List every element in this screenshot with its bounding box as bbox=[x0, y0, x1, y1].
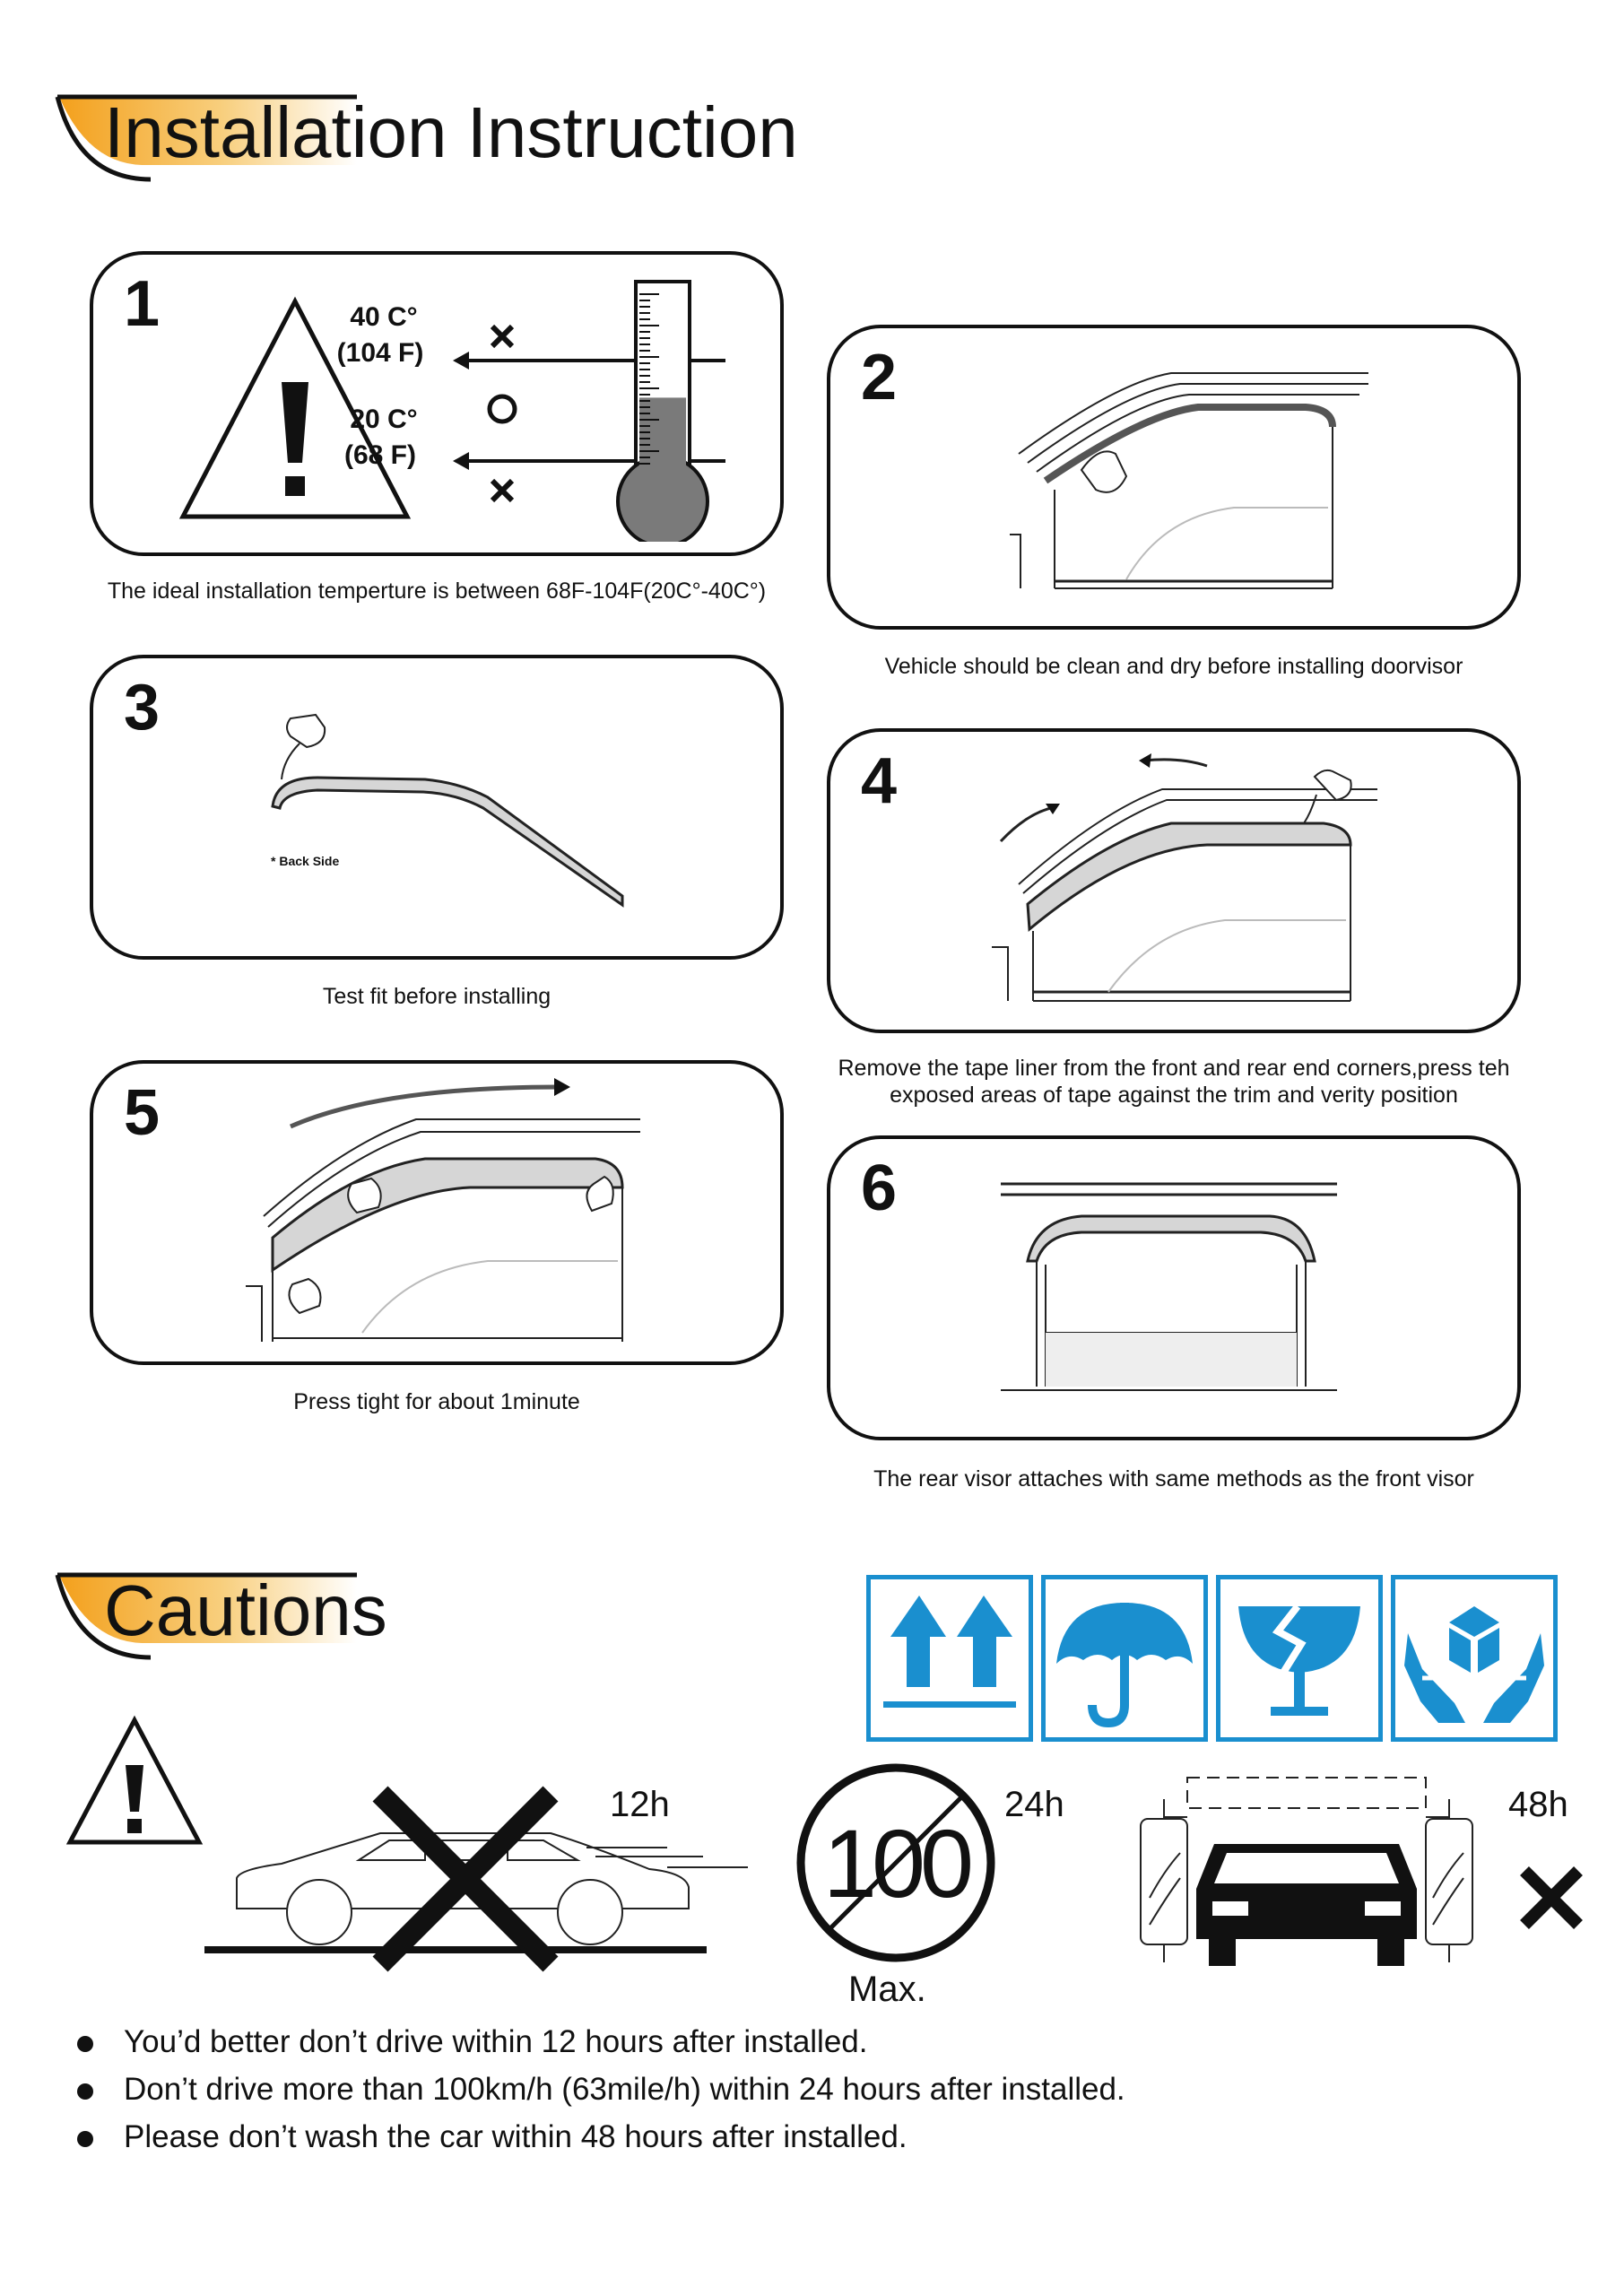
upper-temp-c: 40 C° bbox=[350, 302, 418, 332]
page-title: Installation Instruction bbox=[104, 92, 798, 172]
step-3-caption: Test fit before installing bbox=[322, 984, 551, 1009]
step-6-caption: The rear visor attaches with same methods as the front visor bbox=[873, 1466, 1474, 1492]
step-4-panel bbox=[827, 728, 1521, 1033]
step-2-panel bbox=[827, 325, 1521, 630]
caution-warning-icon bbox=[63, 1713, 206, 1848]
step-4-caption-line-1: Remove the tape liner from the front and rear end corners,press teh bbox=[838, 1056, 1510, 1081]
lower-temp-c: 20 C° bbox=[350, 404, 418, 434]
step-number: 1 bbox=[124, 268, 161, 340]
step-6-panel bbox=[827, 1135, 1521, 1440]
no-driving-car-icon bbox=[201, 1785, 757, 1973]
step-5-caption: Press tight for about 1minute bbox=[293, 1389, 580, 1414]
speed-limit-value: 100 bbox=[822, 1809, 969, 1918]
lower-temp-f: (68 F) bbox=[343, 440, 416, 470]
no-wash-x-icon bbox=[1515, 1862, 1587, 1934]
hours-48: 48h bbox=[1508, 1785, 1568, 1824]
caution-item: Don’t drive more than 100km/h (63mile/h) within 24 hours after installed. bbox=[74, 2066, 1125, 2113]
step-number: 5 bbox=[124, 1077, 161, 1149]
step-5-panel bbox=[90, 1060, 784, 1365]
step-2-caption: Vehicle should be clean and dry before installing doorvisor bbox=[884, 654, 1463, 679]
step-number: 6 bbox=[861, 1152, 898, 1224]
step-1-caption: The ideal installation temperture is between 68F-104F(20C°-40C°) bbox=[107, 578, 767, 604]
step-4-caption-line-2: exposed areas of tape against the trim and verity position bbox=[890, 1083, 1458, 1108]
thermometer-icon bbox=[447, 273, 752, 542]
press-visor-illustration bbox=[237, 1073, 667, 1342]
step-number: 4 bbox=[861, 745, 898, 817]
this-way-up-icon bbox=[866, 1575, 1033, 1742]
step-number: 2 bbox=[861, 342, 898, 413]
caution-list bbox=[74, 2018, 1125, 2161]
upper-temp-f: (104 F) bbox=[336, 338, 424, 368]
tape-liner-illustration bbox=[974, 741, 1404, 1010]
step-number: 3 bbox=[124, 672, 161, 744]
caution-item: You’d better don’t drive within 12 hours after installed. bbox=[74, 2018, 1125, 2066]
door-wipe-illustration bbox=[1010, 364, 1368, 597]
hours-12: 12h bbox=[610, 1785, 670, 1824]
rear-visor-illustration bbox=[992, 1175, 1350, 1426]
cautions-title: Cautions bbox=[104, 1570, 387, 1650]
no-car-wash-icon bbox=[1137, 1772, 1496, 1970]
caution-item: Please don’t wash the car within 48 hours after installed. bbox=[74, 2113, 1125, 2161]
speed-max-label: Max. bbox=[848, 1970, 926, 2009]
step-1-panel bbox=[90, 251, 784, 556]
handle-with-care-icon bbox=[1391, 1575, 1558, 1742]
back-side-note: * Back Side bbox=[271, 854, 340, 868]
step-3-panel bbox=[90, 655, 784, 960]
visor-test-fit-illustration bbox=[264, 708, 640, 914]
keep-dry-umbrella-icon bbox=[1041, 1575, 1208, 1742]
hours-24: 24h bbox=[1004, 1785, 1064, 1824]
fragile-glass-icon bbox=[1216, 1575, 1383, 1742]
